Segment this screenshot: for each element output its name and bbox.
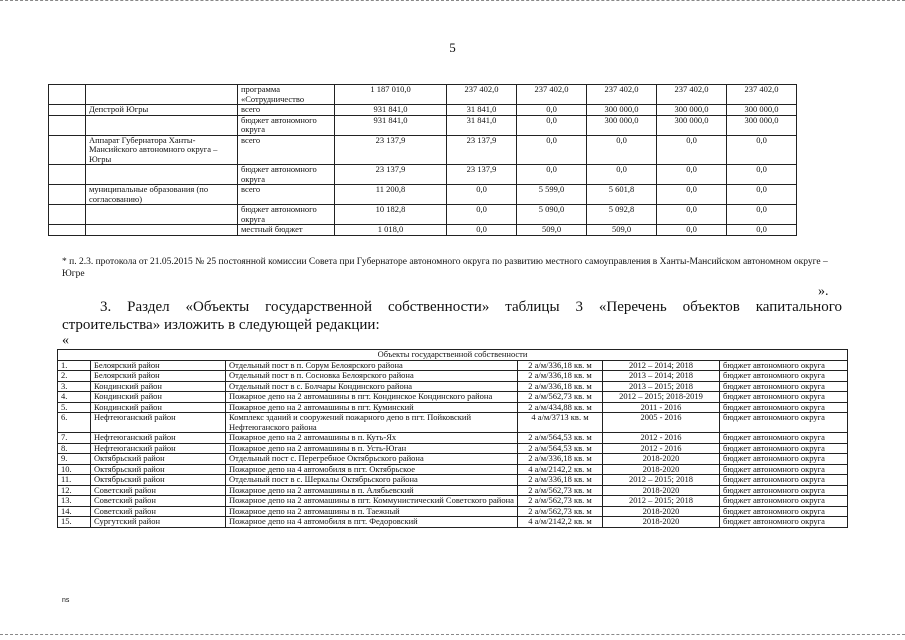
district-cell: Октябрьский район [91, 464, 226, 475]
amount-cell: 0,0 [517, 165, 587, 185]
district-cell: Нефтеюганский район [91, 413, 226, 433]
amount-cell: 11 200,8 [335, 185, 447, 205]
organization-cell [86, 225, 238, 236]
amount-cell: 0,0 [517, 135, 587, 165]
amount-cell: 1 018,0 [335, 225, 447, 236]
closing-quote: ». [818, 284, 829, 299]
amount-cell: 0,0 [727, 165, 797, 185]
amount-cell: 5 599,0 [517, 185, 587, 205]
source-cell: бюджет автономного округа [238, 115, 335, 135]
capital-objects-table [57, 349, 848, 528]
table-row [49, 135, 867, 165]
amount-cell: 237 402,0 [657, 85, 727, 105]
table-row [49, 105, 867, 116]
table-row [58, 402, 848, 413]
row-cell [49, 185, 86, 205]
table-row [58, 475, 848, 486]
amendment-paragraph [62, 298, 842, 334]
funding-cell: бюджет автономного округа [720, 402, 848, 413]
financing-table-body [49, 85, 867, 236]
amount-cell: 0,0 [657, 135, 727, 165]
row-number-cell: 8. [58, 443, 91, 454]
object-cell: Пожарное депо на 4 автомобиля в пгт. Федоровский [226, 517, 518, 528]
table-row [58, 413, 848, 433]
funding-cell: бюджет автономного округа [720, 496, 848, 507]
amount-cell: 237 402,0 [517, 85, 587, 105]
corner-mark: ns [62, 597, 70, 604]
amount-cell: 31 841,0 [447, 105, 517, 116]
row-cell [49, 115, 86, 135]
years-cell: 2012 – 2015; 2018 [603, 496, 720, 507]
capacity-cell: 2 а/м/336,18 кв. м [518, 454, 603, 465]
amount-cell: 0,0 [447, 225, 517, 236]
amount-cell: 0,0 [657, 205, 727, 225]
row-number-cell: 7. [58, 433, 91, 444]
amount-cell: 23 137,9 [447, 135, 517, 165]
district-cell: Нефтеюганский район [91, 443, 226, 454]
funding-cell: бюджет автономного округа [720, 443, 848, 454]
source-cell: всего [238, 135, 335, 165]
district-cell: Октябрьский район [91, 454, 226, 465]
amount-cell: 23 137,9 [447, 165, 517, 185]
table-row [58, 433, 848, 444]
amount-cell: 237 402,0 [727, 85, 797, 105]
object-cell: Пожарное депо на 2 автомашины в п. Таежный [226, 506, 518, 517]
amount-cell: 0,0 [447, 185, 517, 205]
object-cell: Комплекс зданий и сооружений пожарного депо в пгт. Пойковский Нефтеюганского района [226, 413, 518, 433]
table-row [58, 506, 848, 517]
amount-cell: 0,0 [727, 205, 797, 225]
years-cell: 2018-2020 [603, 454, 720, 465]
scan-top-edge [0, 0, 905, 2]
organization-cell [86, 205, 238, 225]
capacity-cell: 4 а/м/3713 кв. м [518, 413, 603, 433]
table-row [49, 185, 867, 205]
object-cell: Пожарное депо на 2 автомашины в пгт. Коммунистический Советского района [226, 496, 518, 507]
amount-cell: 1 187 010,0 [335, 85, 447, 105]
organization-cell [86, 165, 238, 185]
district-cell: Октябрьский район [91, 475, 226, 486]
table-row [58, 392, 848, 403]
capacity-cell: 4 а/м/2142,2 кв. м [518, 464, 603, 475]
financing-table [48, 84, 867, 236]
object-cell: Отдельный пост в п. Сосновка Белоярского района [226, 371, 518, 382]
amount-cell: 23 137,9 [335, 135, 447, 165]
row-number-cell: 9. [58, 454, 91, 465]
years-cell: 2011 - 2016 [603, 402, 720, 413]
amount-cell: 5 090,0 [517, 205, 587, 225]
amount-cell: 931 841,0 [335, 115, 447, 135]
capacity-cell: 4 а/м/2142,2 кв. м [518, 517, 603, 528]
scan-bottom-edge [0, 634, 905, 636]
years-cell: 2005 - 2016 [603, 413, 720, 433]
amount-cell: 300 000,0 [587, 105, 657, 116]
capacity-cell: 2 а/м/562,73 кв. м [518, 485, 603, 496]
amount-cell: 31 841,0 [447, 115, 517, 135]
district-cell: Советский район [91, 496, 226, 507]
row-number-cell: 12. [58, 485, 91, 496]
opening-quote: « [62, 333, 69, 348]
amount-cell: 0,0 [727, 135, 797, 165]
funding-cell: бюджет автономного округа [720, 454, 848, 465]
funding-cell: бюджет автономного округа [720, 413, 848, 433]
capacity-cell: 2 а/м/562,73 кв. м [518, 496, 603, 507]
row-cell [49, 85, 86, 105]
amount-cell: 300 000,0 [587, 115, 657, 135]
years-cell: 2018-2020 [603, 506, 720, 517]
amount-cell: 0,0 [727, 225, 797, 236]
amount-cell: 10 182,8 [335, 205, 447, 225]
capacity-cell: 2 а/м/564,53 кв. м [518, 433, 603, 444]
funding-cell: бюджет автономного округа [720, 392, 848, 403]
years-cell: 2012 - 2016 [603, 433, 720, 444]
funding-cell: бюджет автономного округа [720, 381, 848, 392]
row-number-cell: 13. [58, 496, 91, 507]
district-cell: Белоярский район [91, 371, 226, 382]
amount-cell: 237 402,0 [587, 85, 657, 105]
funding-cell: бюджет автономного округа [720, 371, 848, 382]
amount-cell: 0,0 [727, 185, 797, 205]
years-cell: 2012 - 2016 [603, 443, 720, 454]
row-number-cell: 6. [58, 413, 91, 433]
years-cell: 2018-2020 [603, 485, 720, 496]
organization-cell [86, 115, 238, 135]
capital-objects-header: Объекты государственной собственности [58, 350, 848, 361]
amount-cell: 509,0 [517, 225, 587, 236]
years-cell: 2018-2020 [603, 464, 720, 475]
table-row [58, 443, 848, 454]
organization-cell: муниципальные образования (по согласованию) [86, 185, 238, 205]
table-row [49, 115, 867, 135]
amendment-paragraph-line1: 3. Раздел «Объекты государственной собственности» таблицы 3 «Перечень объектов капитального [100, 299, 842, 315]
object-cell: Отдельный пост в п. Сорум Белоярского района [226, 360, 518, 371]
object-cell: Пожарное депо на 2 автомашины в пгт. Кондинское Кондинского района [226, 392, 518, 403]
table-row [49, 225, 867, 236]
amount-cell: 23 137,9 [335, 165, 447, 185]
source-cell: программа «Сотрудничество [238, 85, 335, 105]
capacity-cell: 2 а/м/434,88 кв. м [518, 402, 603, 413]
object-cell: Отдельный пост в с. Шеркалы Октябрьского района [226, 475, 518, 486]
organization-cell: Депстрой Югры [86, 105, 238, 116]
table-row [58, 464, 848, 475]
years-cell: 2013 – 2014; 2018 [603, 371, 720, 382]
table-row [58, 517, 848, 528]
amount-cell: 5 092,8 [587, 205, 657, 225]
amount-cell: 0,0 [587, 165, 657, 185]
table-row [58, 371, 848, 382]
capacity-cell: 2 а/м/562,73 кв. м [518, 506, 603, 517]
amount-cell: 0,0 [657, 165, 727, 185]
district-cell: Советский район [91, 485, 226, 496]
row-cell [49, 105, 86, 116]
row-cell [49, 135, 86, 165]
district-cell: Кондинский район [91, 402, 226, 413]
object-cell: Пожарное депо на 2 автомашины в п. Куть-Ях [226, 433, 518, 444]
years-cell: 2018-2020 [603, 517, 720, 528]
source-cell: всего [238, 105, 335, 116]
years-cell: 2012 – 2015; 2018 [603, 475, 720, 486]
amount-cell: 300 000,0 [657, 105, 727, 116]
row-number-cell: 5. [58, 402, 91, 413]
source-cell: бюджет автономного округа [238, 205, 335, 225]
district-cell: Сургутский район [91, 517, 226, 528]
footnote: * п. 2.3. протокола от 21.05.2015 № 25 постоянной комиссии Совета при Губернаторе автономного округа по развитию местного самоуправления в Ханты-Мансийском автономном округе – Югре [62, 257, 828, 279]
table-row [58, 381, 848, 392]
district-cell: Нефтеюганский район [91, 433, 226, 444]
organization-cell [86, 85, 238, 105]
page-number: 5 [449, 40, 456, 55]
funding-cell: бюджет автономного округа [720, 506, 848, 517]
capital-objects-table-body [58, 360, 848, 527]
object-cell: Отдельный пост в с. Болчары Кондинского района [226, 381, 518, 392]
funding-cell: бюджет автономного округа [720, 475, 848, 486]
capacity-cell: 2 а/м/562,73 кв. м [518, 392, 603, 403]
organization-cell: Аппарат Губернатора Ханты-Мансийского автономного округа – Югры [86, 135, 238, 165]
row-number-cell: 10. [58, 464, 91, 475]
capacity-cell: 2 а/м/564,53 кв. м [518, 443, 603, 454]
row-number-cell: 2. [58, 371, 91, 382]
row-cell [49, 205, 86, 225]
row-number-cell: 1. [58, 360, 91, 371]
amount-cell: 0,0 [657, 185, 727, 205]
funding-cell: бюджет автономного округа [720, 517, 848, 528]
table-row [49, 165, 867, 185]
row-number-cell: 11. [58, 475, 91, 486]
source-cell: бюджет автономного округа [238, 165, 335, 185]
amount-cell: 0,0 [517, 105, 587, 116]
district-cell: Белоярский район [91, 360, 226, 371]
amount-cell: 237 402,0 [447, 85, 517, 105]
capacity-cell: 2 а/м/336,18 кв. м [518, 371, 603, 382]
years-cell: 2012 – 2014; 2018 [603, 360, 720, 371]
capacity-cell: 2 а/м/336,18 кв. м [518, 360, 603, 371]
object-cell: Пожарное депо на 2 автомашины в п. Алябьевский [226, 485, 518, 496]
object-cell: Пожарное депо на 2 автомашины в п. Усть-Юган [226, 443, 518, 454]
table-row [58, 485, 848, 496]
funding-cell: бюджет автономного округа [720, 485, 848, 496]
amount-cell: 300 000,0 [727, 105, 797, 116]
capacity-cell: 2 а/м/336,18 кв. м [518, 475, 603, 486]
funding-cell: бюджет автономного округа [720, 360, 848, 371]
row-number-cell: 3. [58, 381, 91, 392]
source-cell: местный бюджет [238, 225, 335, 236]
table-row [49, 85, 867, 105]
row-number-cell: 4. [58, 392, 91, 403]
object-cell: Пожарное депо на 2 автомашины в пгт. Куминский [226, 402, 518, 413]
amount-cell: 5 601,8 [587, 185, 657, 205]
capacity-cell: 2 а/м/336,18 кв. м [518, 381, 603, 392]
years-cell: 2013 – 2015; 2018 [603, 381, 720, 392]
row-cell [49, 225, 86, 236]
table-row [58, 454, 848, 465]
table-row [49, 205, 867, 225]
district-cell: Кондинский район [91, 381, 226, 392]
funding-cell: бюджет автономного округа [720, 433, 848, 444]
object-cell: Пожарное депо на 4 автомобиля в пгт. Октябрьское [226, 464, 518, 475]
table-row [58, 360, 848, 371]
district-cell: Советский район [91, 506, 226, 517]
amount-cell: 931 841,0 [335, 105, 447, 116]
row-cell [49, 165, 86, 185]
row-number-cell: 15. [58, 517, 91, 528]
years-cell: 2012 – 2015; 2018-2019 [603, 392, 720, 403]
amendment-paragraph-line2: строительства» изложить в следующей редакции: [62, 317, 380, 333]
object-cell: Отдельный пост с. Перегребное Октябрьского района [226, 454, 518, 465]
amount-cell: 0,0 [657, 225, 727, 236]
table-row [58, 496, 848, 507]
row-number-cell: 14. [58, 506, 91, 517]
amount-cell: 300 000,0 [727, 115, 797, 135]
amount-cell: 0,0 [517, 115, 587, 135]
source-cell: всего [238, 185, 335, 205]
amount-cell: 0,0 [447, 205, 517, 225]
amount-cell: 509,0 [587, 225, 657, 236]
amount-cell: 300 000,0 [657, 115, 727, 135]
funding-cell: бюджет автономного округа [720, 464, 848, 475]
district-cell: Кондинский район [91, 392, 226, 403]
amount-cell: 0,0 [587, 135, 657, 165]
